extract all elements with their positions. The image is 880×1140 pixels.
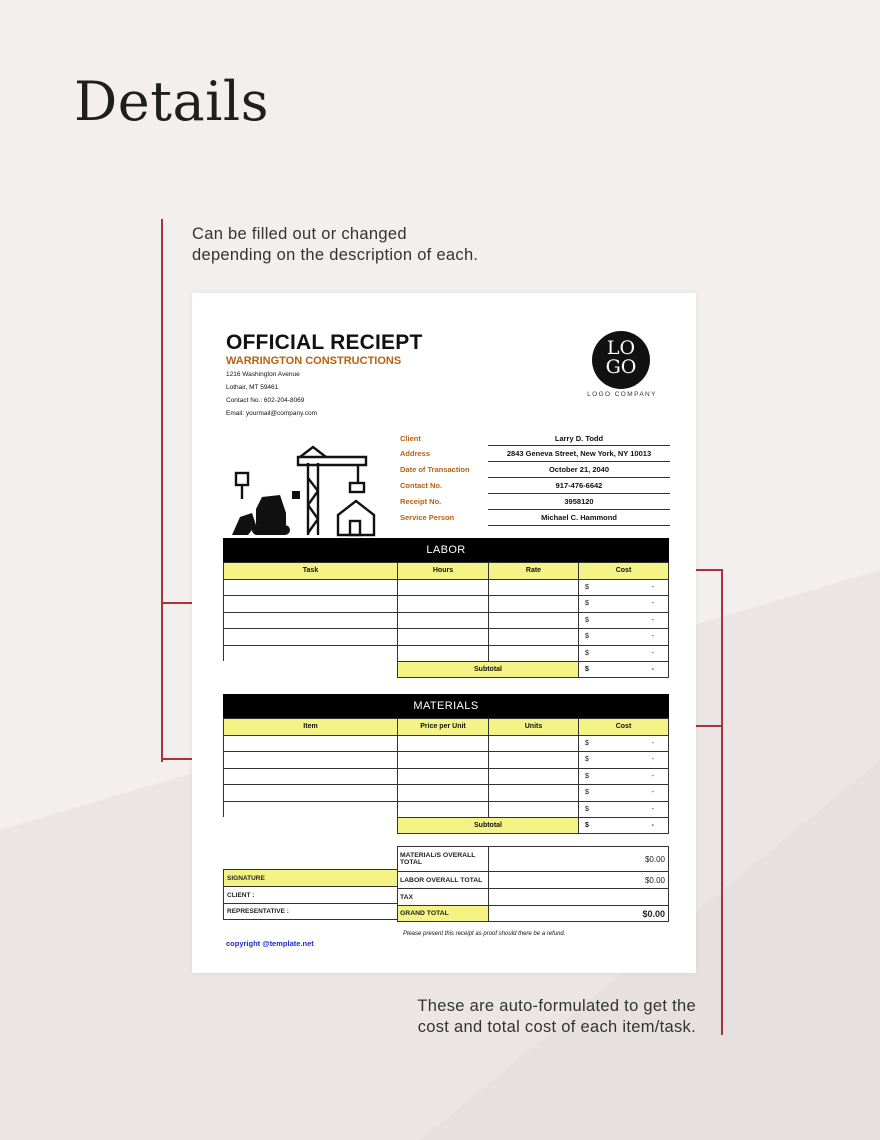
grand-total-value: $0.00 [642,908,665,919]
total-label: GRAND TOTAL [398,906,489,921]
column-header: Cost [578,718,669,735]
table-row [223,579,669,596]
units-cell[interactable] [488,735,578,752]
units-cell[interactable] [488,784,578,801]
receipt-title: OFFICIAL RECIEPT [226,331,423,354]
logo-company: LOGO COMPANY [587,391,657,398]
cost-cell [578,784,669,801]
info-label: Client [400,434,421,443]
logo-text: GO [605,356,637,378]
subtotal-value [578,817,669,834]
hours-cell[interactable] [397,595,488,612]
price-cell[interactable] [397,751,488,768]
task-cell[interactable] [223,595,397,612]
info-row-receipt-no [400,495,670,510]
cost-cell [578,751,669,768]
note-line: Can be filled out or changed [192,225,407,243]
refund-note: Please present this receipt as proof should there be a refund. [403,931,566,937]
cost-value: - [651,739,654,747]
currency-symbol: $ [585,665,589,673]
subtotal-label: Subtotal [397,661,578,678]
construction-crane-bulldozer-icon [230,443,382,543]
address-line: Lothair, MT 59461 [226,384,279,391]
signature-label: SIGNATURE [223,869,397,886]
table-row [223,801,669,818]
total-label: LABOR OVERALL TOTAL [398,872,489,888]
note-line: cost and total cost of each item/task. [417,1018,696,1036]
hours-cell[interactable] [397,628,488,645]
note-line: These are auto-formulated to get the [417,997,696,1015]
field-underline [488,525,670,526]
cost-value: - [651,821,654,829]
rate-cell[interactable] [488,595,578,612]
column-header: Rate [488,562,578,579]
cost-cell [578,628,669,645]
subtotal-row [223,817,669,834]
currency-symbol: $ [585,616,589,624]
info-row-address [400,447,670,462]
callout-right-vertical [721,569,723,1035]
cost-value: - [651,616,654,624]
field-underline [488,445,670,446]
task-cell[interactable] [223,612,397,629]
subtotal-value [578,661,669,678]
cost-value: - [651,633,654,641]
info-label: Date of Transaction [400,465,470,474]
item-cell[interactable] [223,801,397,818]
rate-cell[interactable] [488,645,578,662]
info-label: Contact No. [400,481,443,490]
total-value: $0.00 [644,875,665,885]
cost-value: - [651,600,654,608]
cost-cell [578,579,669,596]
info-value[interactable]: 917-476-6642 [555,481,603,490]
column-header: Cost [578,562,669,579]
task-cell[interactable] [223,645,397,662]
total-row [397,871,669,888]
total-row [397,846,669,871]
receipt-document [192,293,696,973]
company-name: WARRINGTON CONSTRUCTIONS [226,355,402,367]
logo-mark [592,331,650,389]
total-label: TAX [398,889,489,905]
info-value[interactable]: Michael C. Hammond [541,513,617,522]
price-cell[interactable] [397,768,488,785]
field-underline [488,509,670,510]
field-underline [488,493,670,494]
units-cell[interactable] [488,801,578,818]
hours-cell[interactable] [397,612,488,629]
currency-symbol: $ [585,821,589,829]
cost-value: - [651,649,654,657]
currency-symbol: $ [585,600,589,608]
column-header: Task [223,562,397,579]
currency-symbol: $ [585,649,589,657]
cost-value: - [651,756,654,764]
item-cell[interactable] [223,768,397,785]
field-underline [488,477,670,478]
info-row-date [400,463,670,478]
total-row [397,888,669,905]
rate-cell[interactable] [488,579,578,596]
info-label: Service Person [400,513,455,522]
info-value[interactable]: 2843 Geneva Street, New York, NY 10013 [506,449,652,458]
info-label: Receipt No. [400,497,442,506]
price-cell[interactable] [397,801,488,818]
info-value[interactable]: October 21, 2040 [548,465,610,474]
table-header-row [223,562,669,579]
info-row-client [400,432,670,447]
price-cell[interactable] [397,735,488,752]
info-label: Address [400,449,431,458]
subtotal-row [223,661,669,678]
copyright-link[interactable]: copyright @template.net [226,939,314,948]
cost-cell [578,801,669,818]
info-row-contact [400,479,670,494]
currency-symbol: $ [585,633,589,641]
item-cell[interactable] [223,784,397,801]
table-row [223,645,669,662]
table-row [223,751,669,768]
task-cell[interactable] [223,628,397,645]
item-cell[interactable] [223,735,397,752]
task-cell[interactable] [223,579,397,596]
total-value: $0.00 [644,854,665,864]
grand-total-row [397,905,669,922]
column-header: Units [488,718,578,735]
spacer [223,661,397,678]
note-auto-formulated [380,996,696,1038]
table-row [223,612,669,629]
currency-symbol: $ [585,772,589,780]
cost-cell [578,645,669,662]
info-row-service-person [400,511,670,526]
column-header: Price per Unit [397,718,488,735]
representative-signature[interactable]: REPRESENTATIVE : [223,903,397,920]
currency-symbol: $ [585,756,589,764]
price-cell[interactable] [397,784,488,801]
item-cell[interactable] [223,751,397,768]
units-cell[interactable] [488,768,578,785]
cost-cell [578,595,669,612]
note-line: depending on the description of each. [192,246,479,264]
field-underline [488,461,670,462]
subtotal-label: Subtotal [397,817,578,834]
table-row [223,628,669,645]
spacer [223,817,397,834]
table-row [223,784,669,801]
info-value[interactable]: Larry D. Todd [554,434,604,443]
labor-header: LABOR [223,538,669,562]
contact-line: Contact No.: 602-204-8069 [226,397,305,404]
cost-cell [578,768,669,785]
address-line: 1216 Washington Avenue [226,371,300,378]
email-line: Email: yourmail@company.com [226,410,318,417]
client-signature[interactable]: CLIENT : [223,886,397,903]
currency-symbol: $ [585,739,589,747]
cost-value: - [651,665,654,673]
hours-cell[interactable] [397,579,488,596]
currency-symbol: $ [585,805,589,813]
cost-value: - [651,583,654,591]
currency-symbol: $ [585,583,589,591]
page-title: Details [74,70,269,133]
column-header: Item [223,718,397,735]
cost-value: - [651,805,654,813]
cost-value: - [651,772,654,780]
cost-cell [578,612,669,629]
units-cell[interactable] [488,751,578,768]
labor-table [223,562,669,678]
totals-table [397,846,669,922]
table-row [223,735,669,752]
tax-value[interactable] [489,889,668,905]
currency-symbol: $ [585,789,589,797]
table-row [223,595,669,612]
rate-cell[interactable] [488,628,578,645]
hours-cell[interactable] [397,645,488,662]
column-header: Hours [397,562,488,579]
rate-cell[interactable] [488,612,578,629]
info-value[interactable]: 3958120 [564,497,594,506]
cost-cell [578,735,669,752]
total-label: MATERIAL/S OVERALL TOTAL [398,847,489,871]
cost-value: - [651,789,654,797]
materials-table [223,718,669,834]
signature-block [223,869,397,920]
note-editable [192,224,612,266]
table-row [223,768,669,785]
table-header-row [223,718,669,735]
materials-header: MATERIALS [223,694,669,718]
callout-left-vertical [161,219,163,762]
logo-text: LO [606,337,636,359]
